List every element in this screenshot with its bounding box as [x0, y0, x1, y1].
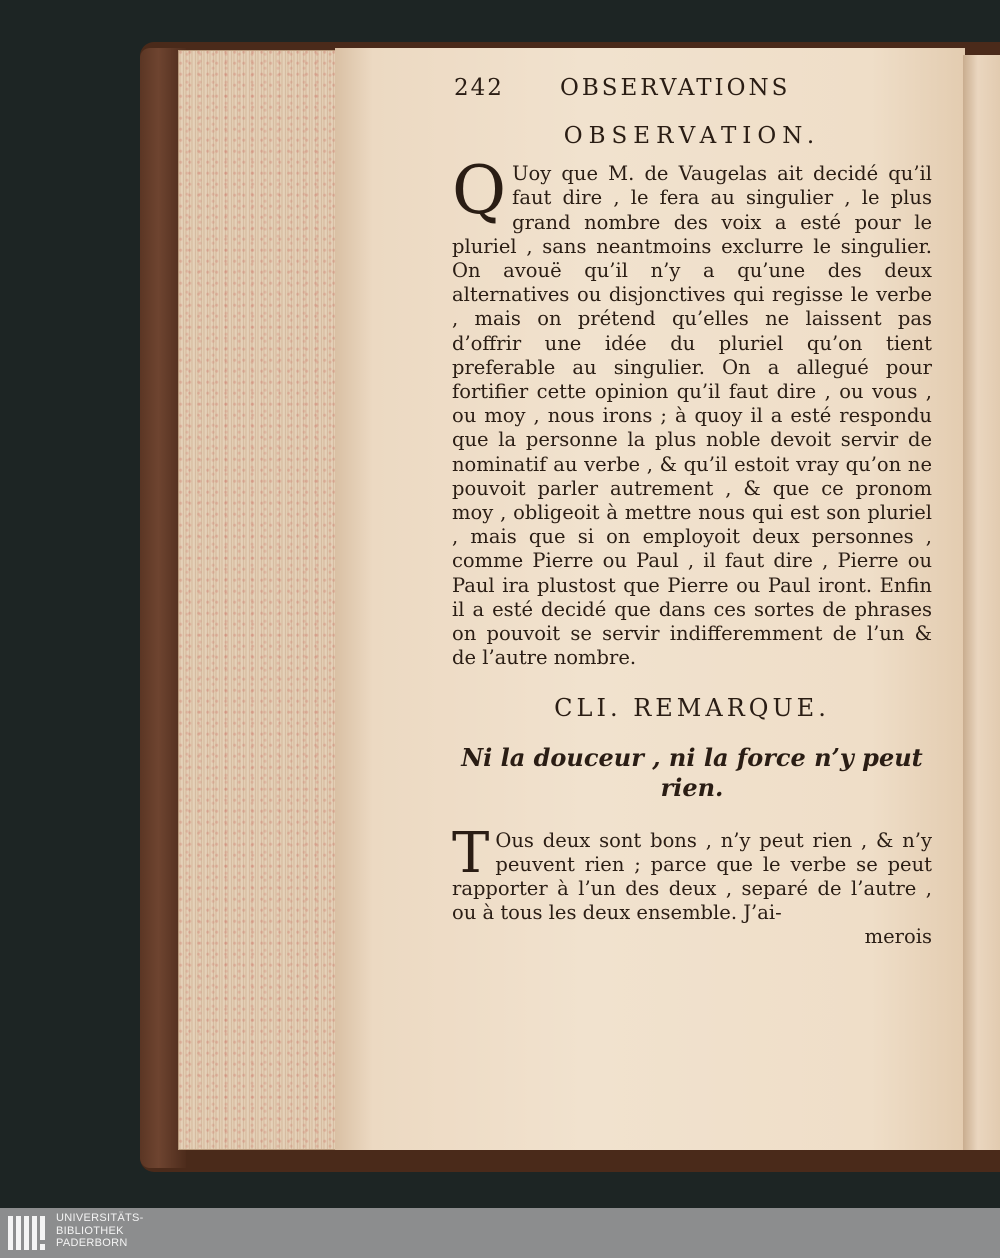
observation-dropcap: Q: [452, 152, 507, 230]
remarque-paragraph: [452, 820, 932, 926]
library-logo-icon: [6, 1212, 52, 1254]
running-title: OBSERVATIONS: [560, 75, 791, 101]
running-head: [452, 76, 932, 110]
page-number: 242: [454, 75, 504, 101]
library-footer-bar: [0, 1208, 1000, 1258]
facing-page-edge: [963, 55, 1000, 1150]
page-fore-edges: [178, 50, 338, 1150]
observation-paragraph: [452, 152, 932, 670]
library-line-1: UNIVERSITÄTS-: [56, 1212, 144, 1224]
page-text-block: [452, 76, 932, 950]
remarque-text: Ous deux sont bons , n’y peut rien , & n’y peuvent rien ; parce que le verbe se peut rapporter à l’un des deux , separé de l’autre , ou à tous les deux ensemble. J’ai-: [452, 828, 932, 925]
library-name: [56, 1212, 144, 1250]
remarque-heading: CLI. REMARQUE.: [554, 694, 830, 723]
library-line-2: BIBLIOTHEK: [56, 1224, 124, 1237]
catchword: merois: [864, 925, 932, 949]
observation-text: Uoy que M. de Vaugelas ait decidé qu’il faut dire , le fera au singulier , le plus grand nombre des voix a esté pour le pluriel , sans neantmoins exclurre le singulier. On avouë qu’il n’y a qu’une des deux alternatives ou disjonctives qui regisse le verbe , mais on prétend qu’elles ne laissent pas d’offrir une idée du pluriel qu’on tient preferable au singulier. On a allegué pour fortifier cette opinion qu’il faut dire , ou vous , ou moy , nous irons ; à quoy il a esté respondu que la personne la plus noble devoit servir de nominatif au verbe , & qu’il estoit vray qu’on ne pouvoit parler autrement , & que ce pronom moy , obligeoit à mettre nous qui est son pluriel , mais que si on employoit deux personnes , comme Pierre ou Paul , il faut dire , Pierre ou Paul ira plustost que Pierre ou Paul iront. Enfin il a esté decidé que dans ces sortes de phrases on pouvoit se servir indifferemment de l’un & de l’autre nombre.: [452, 162, 932, 670]
remarque-subheading: Ni la douceur , ni la force n’y peut rien.: [461, 742, 923, 802]
observation-heading: OBSERVATION.: [563, 123, 821, 149]
library-line-3: PADERBORN: [56, 1237, 128, 1249]
remarque-dropcap: T: [452, 820, 490, 886]
